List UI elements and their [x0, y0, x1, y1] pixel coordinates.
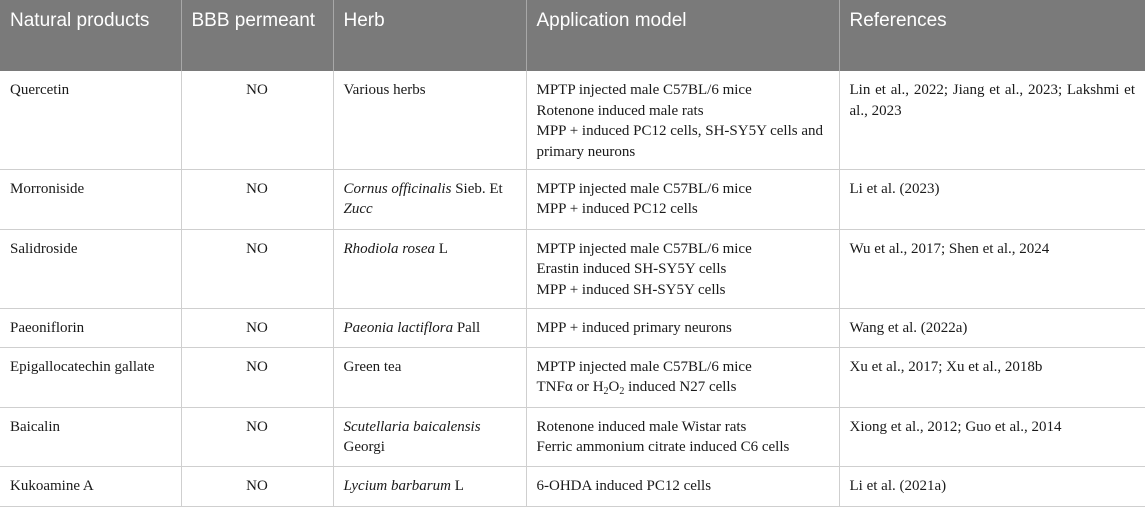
bbb-cell: NO [181, 466, 333, 506]
model-cell [526, 466, 839, 506]
table-row [0, 308, 1145, 347]
subscript: 2 [619, 386, 625, 397]
model-text: induced N27 cells [624, 379, 737, 395]
model-cell [526, 229, 839, 308]
header-herb: Herb [333, 0, 526, 71]
herb-cell: Green tea [333, 347, 526, 407]
bbb-cell: NO [181, 347, 333, 407]
herb-cell [333, 169, 526, 229]
table-row [0, 407, 1145, 466]
model-text: O [608, 379, 620, 395]
references-cell: Li et al. (2021a) [839, 466, 1145, 506]
herb-authority-italic: Zucc [343, 201, 373, 217]
model-line: Ferric ammonium citrate induced C6 cells [536, 439, 790, 455]
model-cell [526, 407, 839, 466]
model-line: MPP + induced PC12 cells, SH-SY5Y cells and primary neurons [536, 123, 824, 160]
herb-cell: Various herbs [333, 71, 526, 169]
model-line: MPP + induced primary neurons [536, 319, 732, 336]
model-cell [526, 308, 839, 347]
references-cell: Wang et al. (2022a) [839, 308, 1145, 347]
herb-cell [333, 466, 526, 506]
model-line: MPTP injected male C57BL/6 mice [536, 240, 752, 257]
table-header-row [0, 0, 1145, 71]
header-natural-products: Natural products [0, 0, 181, 71]
references-cell: Xu et al., 2017; Xu et al., 2018b [839, 347, 1145, 407]
herb-species: Paeonia lactiflora [343, 319, 454, 336]
bbb-cell: NO [181, 71, 333, 169]
model-line: MPP + induced PC12 cells [536, 201, 698, 217]
herb-authority: Georgi [343, 439, 385, 455]
herb-species: Lycium barbarum [343, 477, 451, 494]
model-cell [526, 71, 839, 169]
model-line [537, 377, 829, 398]
herb-cell [333, 308, 526, 347]
table-row [0, 169, 1145, 229]
references-cell: Lin et al., 2022; Jiang et al., 2023; Lakshmi et al., 2023 [839, 71, 1145, 169]
herb-authority: L [450, 477, 464, 494]
table-row [0, 71, 1145, 169]
product-cell: Baicalin [0, 407, 181, 466]
table-row [0, 347, 1145, 407]
bbb-cell: NO [181, 407, 333, 466]
model-line: Erastin induced SH-SY5Y cells [536, 261, 727, 277]
model-line: Rotenone induced male rats [536, 102, 704, 119]
references-cell: Wu et al., 2017; Shen et al., 2024 [839, 229, 1145, 308]
herb-authority: Pall [453, 319, 481, 336]
header-bbb-permeant: BBB permeant [181, 0, 333, 71]
bbb-cell: NO [181, 308, 333, 347]
table-row [0, 466, 1145, 506]
herb-cell [333, 407, 526, 466]
model-line: MPTP injected male C57BL/6 mice [536, 358, 752, 375]
product-cell: Morroniside [0, 169, 181, 229]
model-cell [526, 347, 839, 407]
header-references: References [849, 10, 947, 31]
product-cell: Epigallocatechin gallate [0, 347, 181, 407]
model-cell [526, 169, 839, 229]
bbb-cell: NO [181, 229, 333, 308]
herb-species: Cornus officinalis [343, 180, 452, 197]
model-line: 6-OHDA induced PC12 cells [536, 477, 712, 494]
references-cell: Xiong et al., 2012; Guo et al., 2014 [839, 407, 1145, 466]
model-line: Rotenone induced male Wistar rats [536, 418, 747, 435]
header-application-model: Application model [526, 0, 839, 71]
product-cell: Salidroside [0, 229, 181, 308]
model-line: MPTP injected male C57BL/6 mice [536, 82, 752, 98]
product-cell: Kukoamine A [0, 466, 181, 506]
references-cell: Li et al. (2023) [839, 169, 1145, 229]
herb-species: Rhodiola rosea [343, 240, 436, 257]
model-text: TNFα or H [536, 379, 604, 395]
model-line: MPTP injected male C57BL/6 mice [536, 180, 752, 197]
herb-species: Scutellaria baicalensis [343, 418, 481, 435]
product-cell: Quercetin [0, 71, 181, 169]
model-line: MPP + induced SH-SY5Y cells [536, 281, 726, 298]
table-row [0, 229, 1145, 308]
herb-cell [333, 229, 526, 308]
subscript: 2 [603, 386, 609, 397]
bbb-cell: NO [181, 169, 333, 229]
herb-authority: Sieb. Et [451, 180, 503, 197]
herb-authority: L [435, 240, 448, 257]
product-cell: Paeoniflorin [0, 308, 181, 347]
